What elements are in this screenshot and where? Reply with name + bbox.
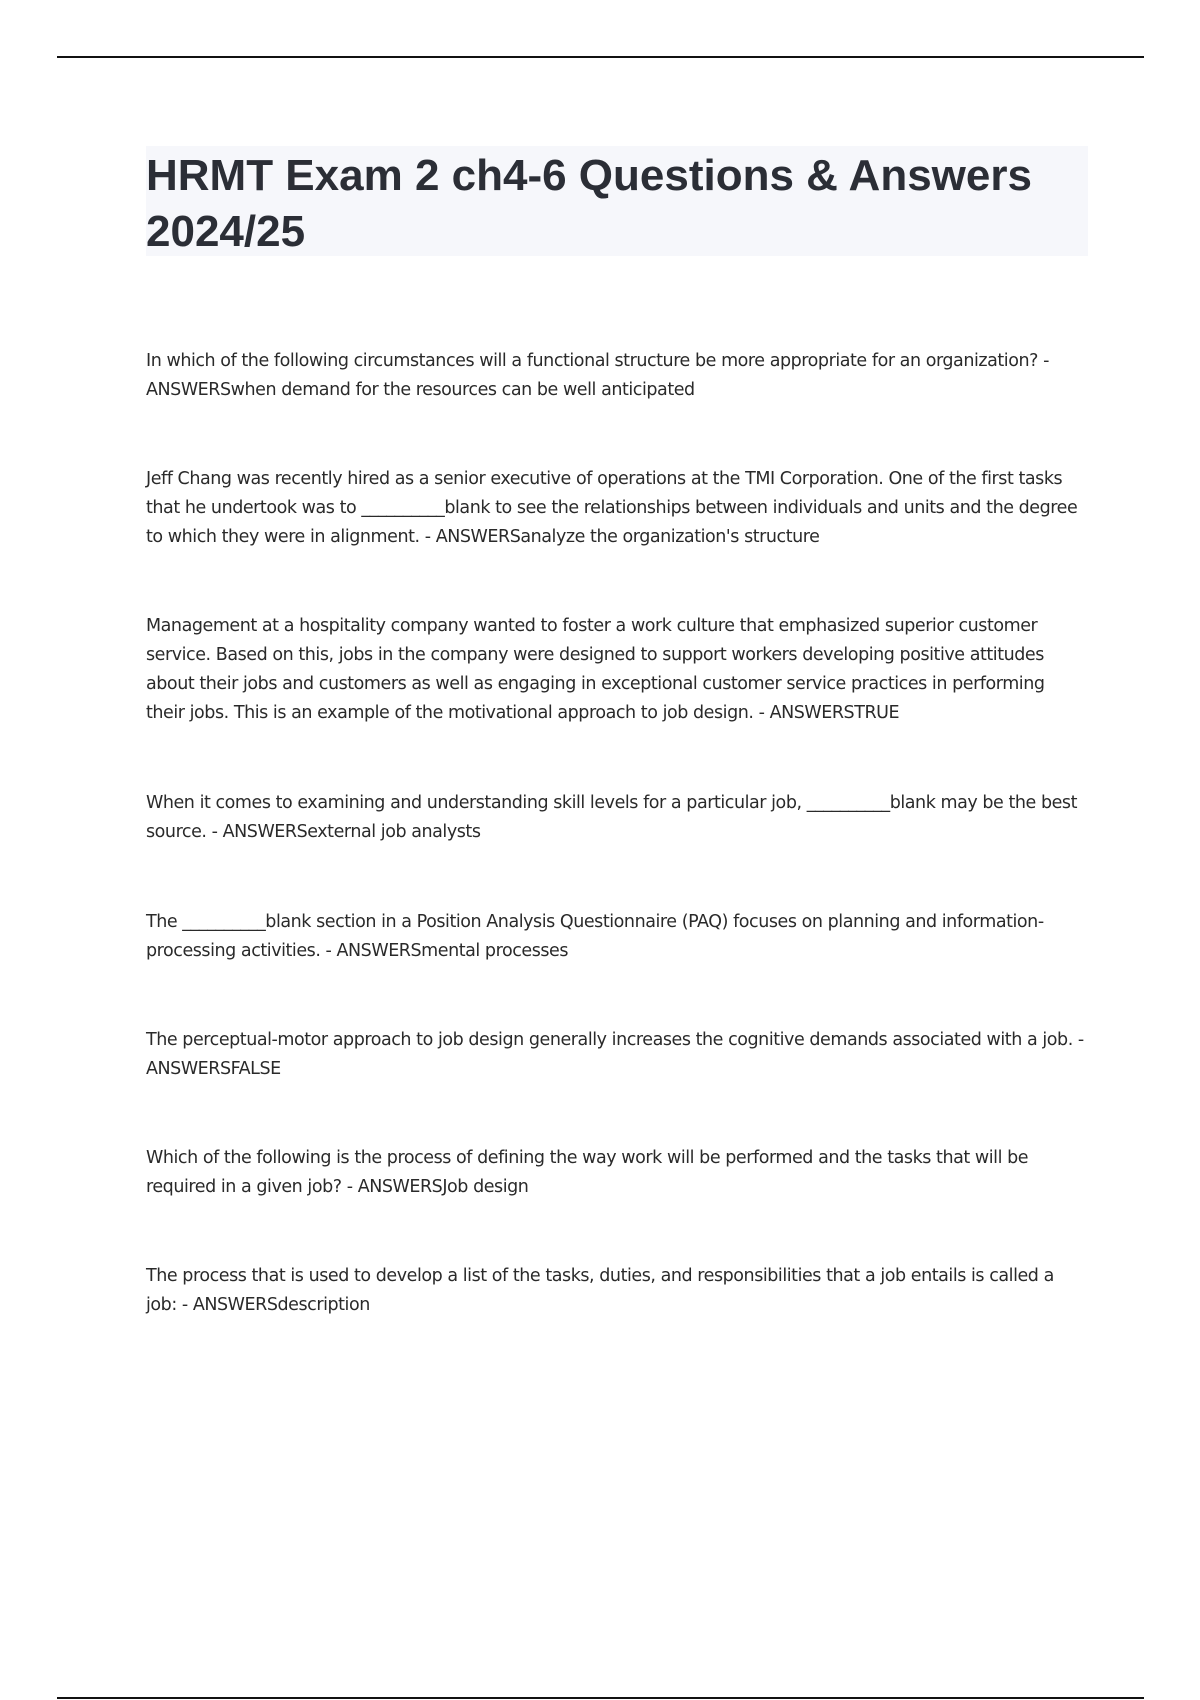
qa-item-6: The perceptual-motor approach to job design generally increases the cognitive demands associated with a job. - ANSWERSFALSE	[146, 1030, 1084, 1079]
bottom-rule	[57, 1697, 1144, 1699]
top-rule	[57, 56, 1144, 58]
document-title: HRMT Exam 2 ch4-6 Questions & Answers 2024/25	[146, 151, 1032, 256]
qa-item-5: The __________blank section in a Position Analysis Questionnaire (PAQ) focuses on planning and information-processing activities. - ANSWERSmental processes	[146, 912, 1044, 961]
qa-item-2: Jeff Chang was recently hired as a senior executive of operations at the TMI Corporation. One of the first tasks that he undertook was to __________blank to see the relationships between individuals and units and the degree to which they were in alignment. - ANSWERSanalyze the organization's structure	[146, 469, 1078, 547]
qa-item-7: Which of the following is the process of defining the way work will be performed and the tasks that will be required in a given job? - ANSWERSJob design	[146, 1148, 1029, 1197]
qa-list	[146, 347, 1088, 1380]
qa-item-4: When it comes to examining and understanding skill levels for a particular job, __________blank may be the best source. - ANSWERSexternal job analysts	[146, 793, 1077, 842]
qa-item-3: Management at a hospitality company wanted to foster a work culture that emphasized superior customer service. Based on this, jobs in the company were designed to support workers developing positive attitudes about their jobs and customers as well as engaging in exceptional customer service practices in performing their jobs. This is an example of the motivational approach to job design. - ANSWERSTRUE	[146, 616, 1045, 723]
qa-item-1: In which of the following circumstances will a functional structure be more appropriate for an organization? - ANSWERSwhen demand for the resources can be well anticipated	[146, 351, 1049, 400]
title-block	[146, 146, 1088, 256]
qa-item-8: The process that is used to develop a list of the tasks, duties, and responsibilities that a job entails is called a job: - ANSWERSdescription	[146, 1266, 1054, 1315]
